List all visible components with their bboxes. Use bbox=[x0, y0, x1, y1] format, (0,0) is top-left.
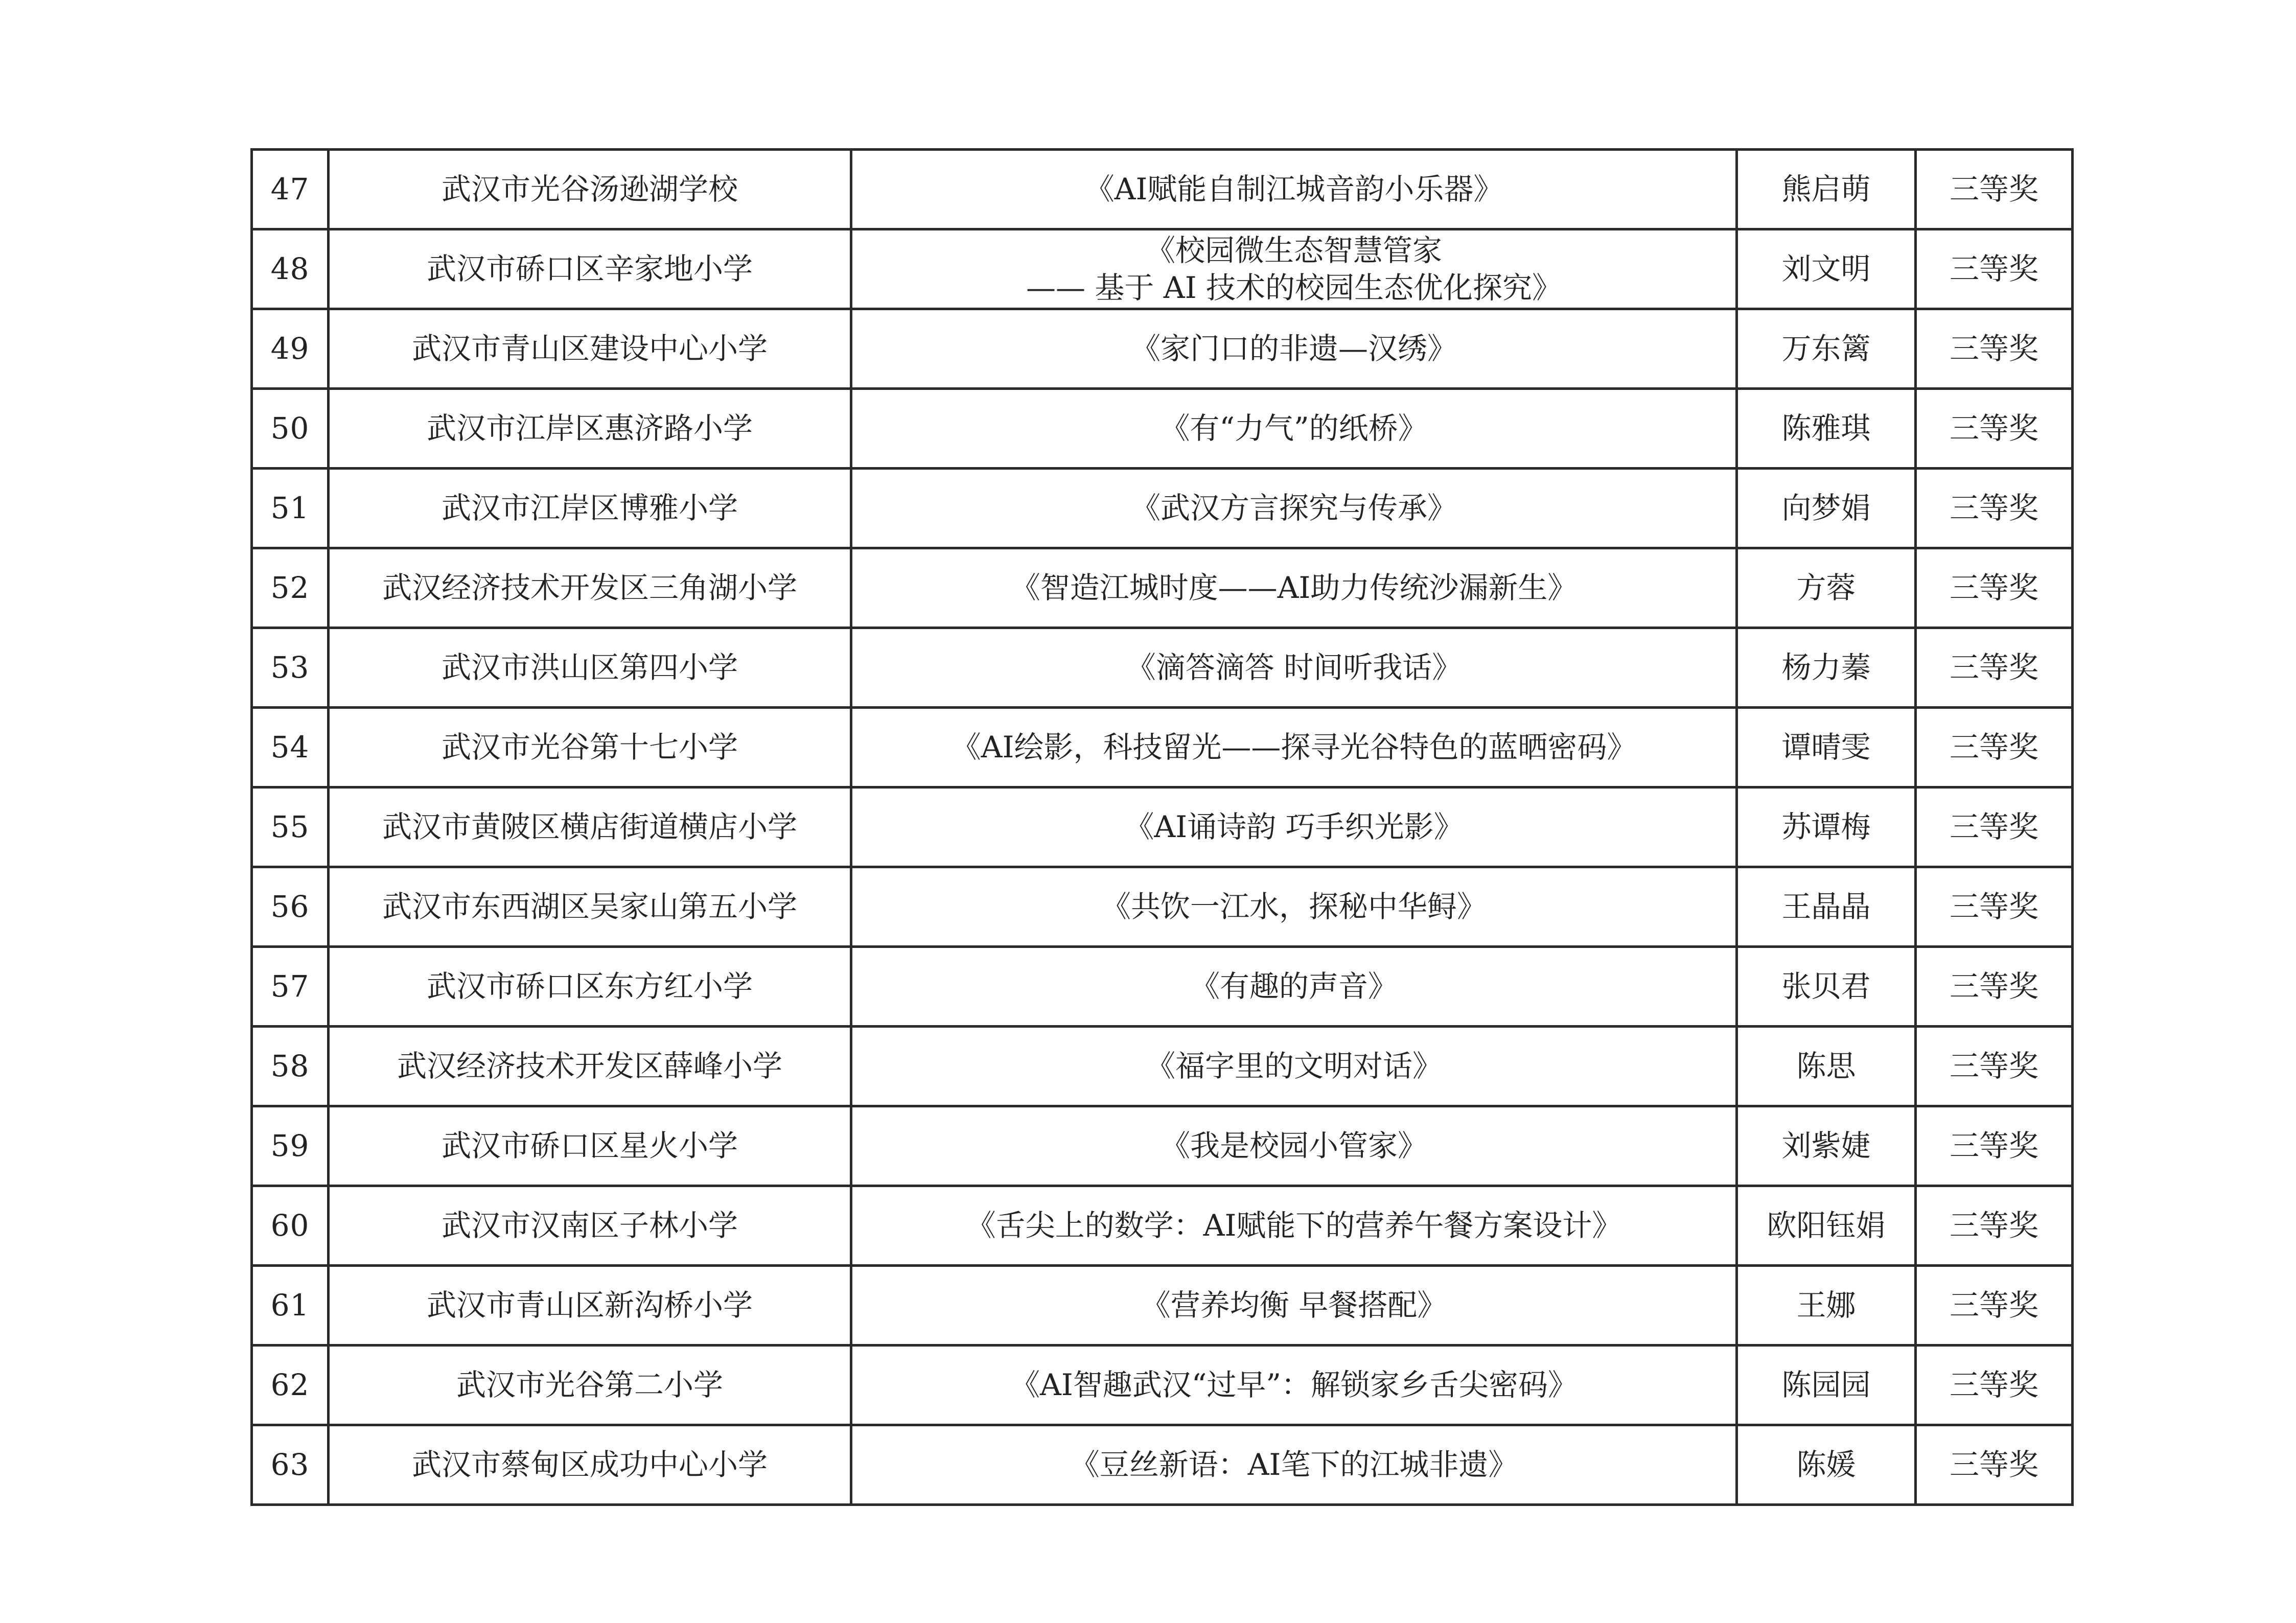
table-row bbox=[252, 1425, 2073, 1505]
row-number-cell: 49 bbox=[252, 309, 329, 389]
project-title-cell: 《滴答滴答 时间听我话》 bbox=[851, 628, 1737, 708]
award-level-cell: 三等奖 bbox=[1916, 947, 2073, 1027]
teacher-name-cell: 刘文明 bbox=[1737, 229, 1916, 309]
table-row bbox=[252, 469, 2073, 548]
teacher-name-cell: 陈思 bbox=[1737, 1027, 1916, 1106]
project-title-cell: 《校园微生态智慧管家 —— 基于 AI 技术的校园生态优化探究》 bbox=[851, 229, 1737, 309]
school-name-cell: 武汉市青山区建设中心小学 bbox=[329, 309, 851, 389]
teacher-name-cell: 方蓉 bbox=[1737, 548, 1916, 628]
school-name-cell: 武汉市光谷第十七小学 bbox=[329, 708, 851, 787]
project-title-cell: 《AI赋能自制江城音韵小乐器》 bbox=[851, 150, 1737, 229]
award-level-cell: 三等奖 bbox=[1916, 708, 2073, 787]
school-name-cell: 武汉市黄陂区横店街道横店小学 bbox=[329, 787, 851, 867]
award-level-cell: 三等奖 bbox=[1916, 1346, 2073, 1425]
row-number-cell: 53 bbox=[252, 628, 329, 708]
table-row bbox=[252, 708, 2073, 787]
table-row bbox=[252, 787, 2073, 867]
teacher-name-cell: 刘紫婕 bbox=[1737, 1106, 1916, 1186]
project-title-cell: 《AI智趣武汉“过早”：解锁家乡舌尖密码》 bbox=[851, 1346, 1737, 1425]
row-number-cell: 50 bbox=[252, 389, 329, 469]
row-number-cell: 59 bbox=[252, 1106, 329, 1186]
school-name-cell: 武汉市东西湖区吴家山第五小学 bbox=[329, 867, 851, 947]
row-number-cell: 52 bbox=[252, 548, 329, 628]
award-level-cell: 三等奖 bbox=[1916, 787, 2073, 867]
school-name-cell: 武汉市光谷汤逊湖学校 bbox=[329, 150, 851, 229]
project-title-cell: 《豆丝新语：AI笔下的江城非遗》 bbox=[851, 1425, 1737, 1505]
school-name-cell: 武汉市蔡甸区成功中心小学 bbox=[329, 1425, 851, 1505]
teacher-name-cell: 欧阳钰娟 bbox=[1737, 1186, 1916, 1266]
row-number-cell: 56 bbox=[252, 867, 329, 947]
row-number-cell: 51 bbox=[252, 469, 329, 548]
school-name-cell: 武汉经济技术开发区三角湖小学 bbox=[329, 548, 851, 628]
table-row bbox=[252, 867, 2073, 947]
row-number-cell: 47 bbox=[252, 150, 329, 229]
school-name-cell: 武汉市洪山区第四小学 bbox=[329, 628, 851, 708]
project-title-cell: 《武汉方言探究与传承》 bbox=[851, 469, 1737, 548]
teacher-name-cell: 杨力蓁 bbox=[1737, 628, 1916, 708]
table-row bbox=[252, 548, 2073, 628]
teacher-name-cell: 张贝君 bbox=[1737, 947, 1916, 1027]
table-row bbox=[252, 947, 2073, 1027]
award-level-cell: 三等奖 bbox=[1916, 1425, 2073, 1505]
school-name-cell: 武汉市光谷第二小学 bbox=[329, 1346, 851, 1425]
row-number-cell: 54 bbox=[252, 708, 329, 787]
table-row bbox=[252, 229, 2073, 309]
row-number-cell: 60 bbox=[252, 1186, 329, 1266]
table-row bbox=[252, 1266, 2073, 1346]
project-title-cell: 《舌尖上的数学：AI赋能下的营养午餐方案设计》 bbox=[851, 1186, 1737, 1266]
table-row bbox=[252, 309, 2073, 389]
school-name-cell: 武汉市青山区新沟桥小学 bbox=[329, 1266, 851, 1346]
award-level-cell: 三等奖 bbox=[1916, 1266, 2073, 1346]
table-row bbox=[252, 1106, 2073, 1186]
table-row bbox=[252, 1186, 2073, 1266]
row-number-cell: 57 bbox=[252, 947, 329, 1027]
award-level-cell: 三等奖 bbox=[1916, 309, 2073, 389]
school-name-cell: 武汉市汉南区子林小学 bbox=[329, 1186, 851, 1266]
teacher-name-cell: 陈园园 bbox=[1737, 1346, 1916, 1425]
teacher-name-cell: 陈媛 bbox=[1737, 1425, 1916, 1505]
teacher-name-cell: 王娜 bbox=[1737, 1266, 1916, 1346]
award-level-cell: 三等奖 bbox=[1916, 469, 2073, 548]
project-title-cell: 《AI诵诗韵 巧手织光影》 bbox=[851, 787, 1737, 867]
teacher-name-cell: 苏谭梅 bbox=[1737, 787, 1916, 867]
project-title-cell: 《我是校园小管家》 bbox=[851, 1106, 1737, 1186]
row-number-cell: 55 bbox=[252, 787, 329, 867]
project-title-cell: 《福字里的文明对话》 bbox=[851, 1027, 1737, 1106]
project-title-cell: 《营养均衡 早餐搭配》 bbox=[851, 1266, 1737, 1346]
project-title-cell: 《有“力气”的纸桥》 bbox=[851, 389, 1737, 469]
row-number-cell: 48 bbox=[252, 229, 329, 309]
school-name-cell: 武汉市江岸区惠济路小学 bbox=[329, 389, 851, 469]
school-name-cell: 武汉市硚口区星火小学 bbox=[329, 1106, 851, 1186]
award-table-body bbox=[252, 150, 2073, 1505]
teacher-name-cell: 熊启萌 bbox=[1737, 150, 1916, 229]
award-level-cell: 三等奖 bbox=[1916, 1106, 2073, 1186]
school-name-cell: 武汉市硚口区辛家地小学 bbox=[329, 229, 851, 309]
school-name-cell: 武汉市江岸区博雅小学 bbox=[329, 469, 851, 548]
teacher-name-cell: 向梦娟 bbox=[1737, 469, 1916, 548]
school-name-cell: 武汉经济技术开发区薛峰小学 bbox=[329, 1027, 851, 1106]
table-row bbox=[252, 150, 2073, 229]
table-row bbox=[252, 1346, 2073, 1425]
project-title-cell: 《家门口的非遗—汉绣》 bbox=[851, 309, 1737, 389]
award-table bbox=[250, 148, 2074, 1506]
table-row bbox=[252, 1027, 2073, 1106]
teacher-name-cell: 谭晴雯 bbox=[1737, 708, 1916, 787]
award-level-cell: 三等奖 bbox=[1916, 548, 2073, 628]
award-level-cell: 三等奖 bbox=[1916, 1186, 2073, 1266]
table-row bbox=[252, 628, 2073, 708]
row-number-cell: 61 bbox=[252, 1266, 329, 1346]
award-level-cell: 三等奖 bbox=[1916, 229, 2073, 309]
school-name-cell: 武汉市硚口区东方红小学 bbox=[329, 947, 851, 1027]
project-title-cell: 《共饮一江水，探秘中华鲟》 bbox=[851, 867, 1737, 947]
table-row bbox=[252, 389, 2073, 469]
project-title-cell: 《智造江城时度——AI助力传统沙漏新生》 bbox=[851, 548, 1737, 628]
teacher-name-cell: 王晶晶 bbox=[1737, 867, 1916, 947]
row-number-cell: 58 bbox=[252, 1027, 329, 1106]
award-level-cell: 三等奖 bbox=[1916, 1027, 2073, 1106]
teacher-name-cell: 万东篱 bbox=[1737, 309, 1916, 389]
row-number-cell: 63 bbox=[252, 1425, 329, 1505]
project-title-cell: 《有趣的声音》 bbox=[851, 947, 1737, 1027]
award-level-cell: 三等奖 bbox=[1916, 867, 2073, 947]
award-level-cell: 三等奖 bbox=[1916, 628, 2073, 708]
row-number-cell: 62 bbox=[252, 1346, 329, 1425]
teacher-name-cell: 陈雅琪 bbox=[1737, 389, 1916, 469]
award-level-cell: 三等奖 bbox=[1916, 150, 2073, 229]
project-title-cell: 《AI绘影，科技留光——探寻光谷特色的蓝晒密码》 bbox=[851, 708, 1737, 787]
award-level-cell: 三等奖 bbox=[1916, 389, 2073, 469]
